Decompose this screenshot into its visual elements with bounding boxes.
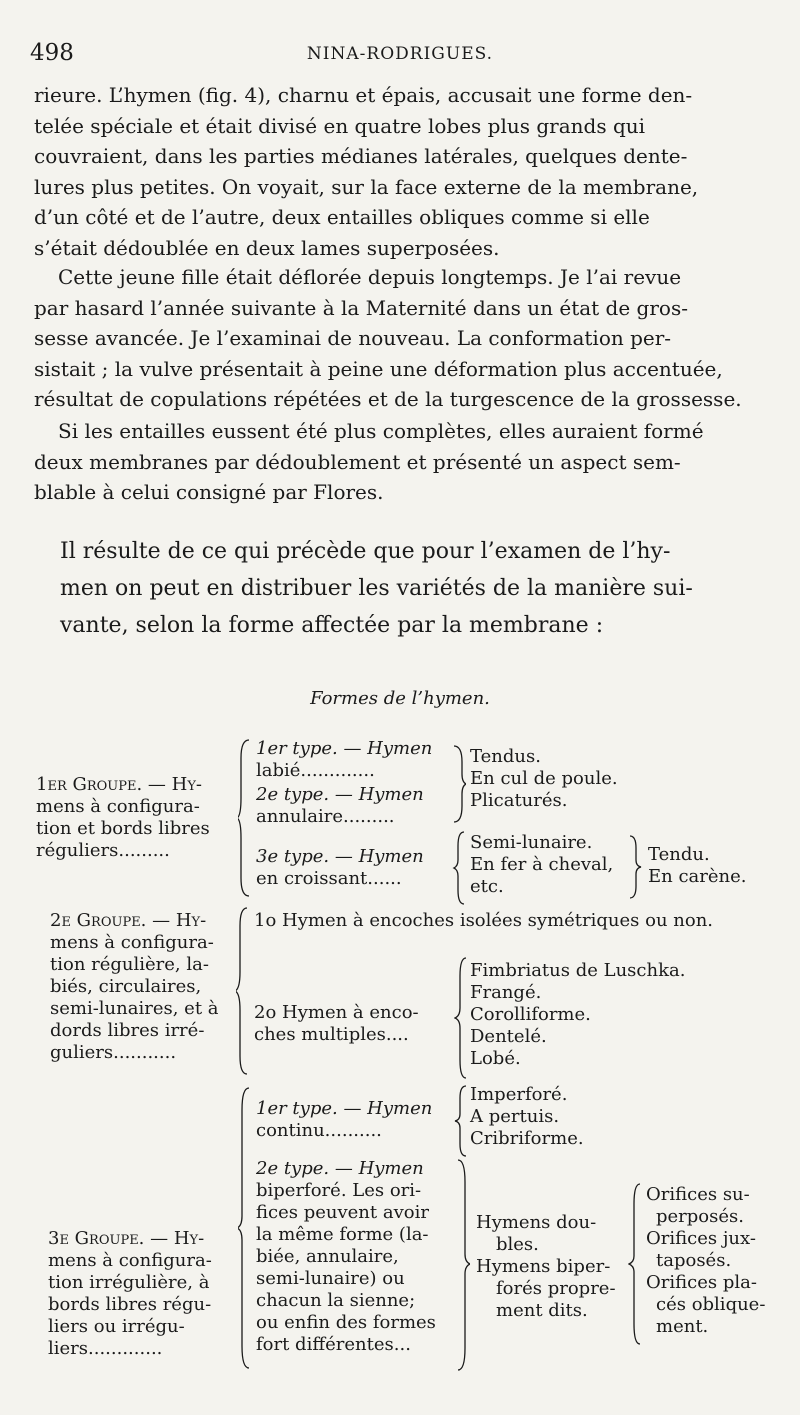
group1-label: 1er Groupe. — Hy- mens à configura- tion et bords libres réguliers......... — [36, 774, 210, 861]
text-line: lures plus petites. On voyait, sur la face externe de la membrane, — [34, 174, 699, 199]
paragraph-reexamination — [34, 262, 756, 415]
group1-type2: 2e type. — Hymen annulaire......... — [256, 784, 424, 827]
text-line: men on peut en distribuer les variétés de la manière sui- — [60, 576, 693, 601]
group3-type1-brace — [454, 1084, 468, 1158]
text-line: Si les entailles eussent été plus complètes, elles auraient formé — [58, 419, 704, 443]
table-caption: Formes de l’hymen. — [310, 688, 490, 709]
text-line: blable à celui consigné par Flores. — [34, 480, 384, 504]
group3-type2-brace — [456, 1158, 470, 1372]
text-line: vante, selon la forme affectée par la membrane : — [60, 613, 604, 638]
group2-item1: 1o Hymen à encoches isolées symétriques ou non. — [254, 910, 714, 931]
text-line: s’était dédoublée en deux lames superposées. — [34, 235, 500, 260]
group3-type1-forms: Imperforé. A pertuis. Cribriforme. — [470, 1084, 584, 1149]
text-line: d’un côté et de l’autre, deux entailles obliques comme si elle — [34, 205, 650, 229]
page-header — [30, 40, 770, 70]
text-line: résultat de copulations répétées et de la turgescence de la grossesse. — [34, 387, 742, 411]
page-number: 498 — [30, 40, 74, 66]
group3-brace — [238, 1086, 252, 1370]
group2-label: 2e Groupe. — Hy- mens à configura- tion régulière, la- biés, circulaires, semi-lunaires, et à dords libres irré- guliers........... — [50, 910, 219, 1063]
paragraph-entailles — [34, 416, 756, 508]
text-line: Cette jeune fille était déflorée depuis longtemps. Je l’ai revue — [58, 265, 682, 289]
text-line: telée spéciale et était divisé en quatre lobes plus grands qui — [34, 113, 646, 138]
group1-forms: Tendus. En cul de poule. Plicaturés. — [470, 746, 618, 811]
text-line: sesse avancée. Je l’examinai de nouveau. La conformation per- — [34, 326, 672, 350]
group1-forms-brace — [452, 744, 466, 824]
paragraph-hymen-description — [34, 80, 756, 263]
crescent-subforms: Tendu. En carène. — [648, 844, 747, 887]
group1-type1: 1er type. — Hymen labié............. — [256, 738, 433, 781]
text-line: sistait ; la vulve présentait à peine une déformation plus accentuée, — [34, 356, 723, 381]
group2-brace — [236, 906, 250, 1076]
group3-type2-forms: Hymens dou- bles. Hymens biper- forés propre- ment dits. — [476, 1212, 616, 1321]
text-line: deux membranes par dédoublement et présenté un aspect sem- — [34, 449, 681, 474]
text-line: rieure. L’hymen (fig. 4), charnu et épais, accusait une forme den- — [34, 83, 693, 107]
text-line: couvraient, dans les parties médianes latérales, quelques dente- — [34, 144, 688, 168]
text-line: par hasard l’année suivante à la Maternité dans un état de gros- — [34, 295, 688, 320]
group1-type3-brace — [452, 830, 466, 906]
group2-item2: 2o Hymen à enco- ches multiples.... — [254, 1002, 419, 1045]
group3-type2: 2e type. — Hymen biperforé. Les ori- fices peuvent avoir la même forme (la- biée, annulaire, semi-lunaire) ou chacun la sienne; ou enfin des formes fort différentes... — [256, 1158, 436, 1355]
text-line: Il résulte de ce qui précède que pour l’examen de l’hy- — [60, 539, 671, 564]
orifices-brace — [628, 1182, 642, 1346]
group3-label: 3e Groupe. — Hy- mens à configura- tion irrégulière, à bords libres régu- liers ou irrégu- liers............. — [48, 1228, 212, 1359]
orifices-list: Orifices su- perposés. Orifices jux- taposés. Orifices pla- cés oblique- ment. — [646, 1184, 766, 1337]
group2-forms-brace — [454, 956, 468, 1080]
group1-brace — [238, 738, 252, 898]
running-title: NINA-RODRIGUES. — [306, 44, 494, 64]
group3-type1: 1er type. — Hymen continu.......... — [256, 1098, 433, 1141]
crescent-brace — [628, 834, 642, 900]
group2-forms: Fimbriatus de Luschka. Frangé. Corolliforme. Dentelé. Lobé. — [470, 960, 686, 1069]
group1-type3: 3e type. — Hymen en croissant...... — [256, 846, 424, 889]
group1-type3-forms: Semi-lunaire. En fer à cheval, etc. — [470, 832, 614, 897]
classification-intro — [60, 533, 760, 644]
